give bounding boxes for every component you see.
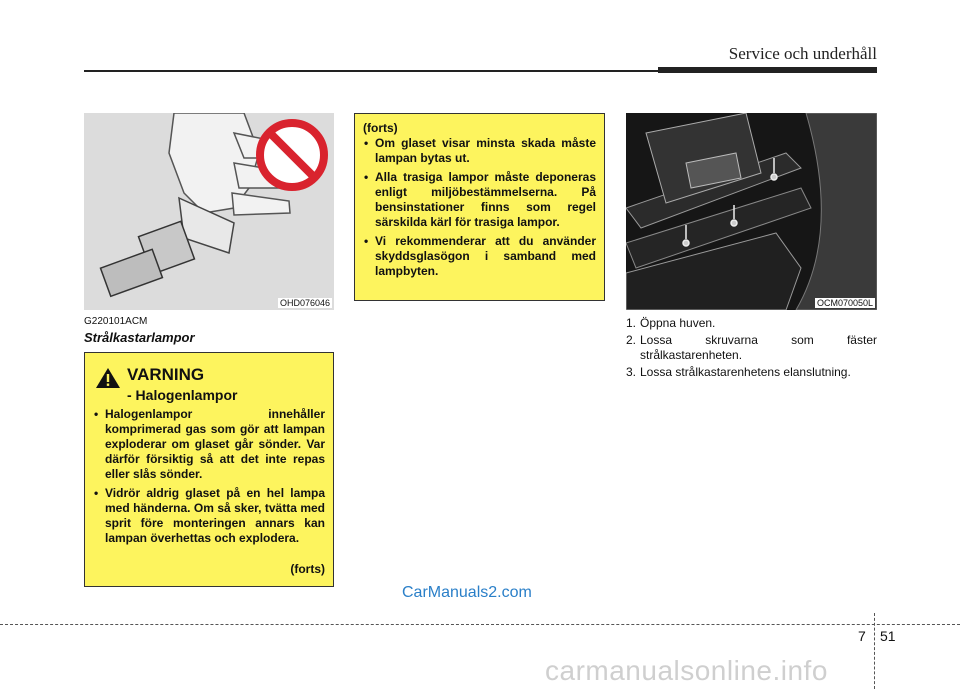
footer-site-watermark: carmanualsonline.info <box>545 655 828 686</box>
page-number: 51 <box>880 628 896 644</box>
footer-dashed-line <box>0 624 960 625</box>
step-number: 3. <box>626 365 637 379</box>
header-rule-thin <box>84 70 658 72</box>
warning-list <box>93 407 325 550</box>
continuation-item: • Alla trasiga lampor måste deponeras enligt miljöbestämmelserna. På bensinstationer finns som regel särskilda kärl för trasiga lampor. <box>363 170 596 230</box>
headlamp-screws-icon <box>626 113 877 310</box>
step-item <box>626 316 877 331</box>
steps-list <box>626 316 877 382</box>
step-number: 2. <box>626 333 637 347</box>
warning-item: • Halogenlampor innehåller komprimerad gas som gör att lampan exploderar om glaset går sönder. Var därför försiktig så att det inte repas eller slås sönder. <box>93 407 325 482</box>
page-header-title: Service och underhåll <box>728 44 877 63</box>
section-title: Strålkastarlampor <box>84 330 195 345</box>
section-code: G220101ACM <box>84 316 148 327</box>
continuation-box <box>354 113 605 301</box>
bulb-figure-label: OHD076046 <box>279 298 330 308</box>
step-text: Öppna huven. <box>640 316 716 330</box>
warning-item: • Vidrör aldrig glaset på en hel lampa med händerna. Om så sker, tvätta med sprit före monteringen annars kan lampan överhettas och explodera. <box>93 486 325 546</box>
chapter-number: 7 <box>858 628 866 644</box>
continuation-heading: (forts) <box>363 121 398 135</box>
footer-vertical-line <box>874 613 875 689</box>
bulb-figure <box>84 113 334 310</box>
warning-title: VARNING <box>127 365 205 384</box>
halogen-bulb-prohibition-icon <box>84 113 334 310</box>
continuation-list <box>363 136 596 283</box>
step-text: Lossa skruvarna som fäster strålkastarenheten. <box>640 333 877 362</box>
watermark-link[interactable]: CarManuals2.com <box>402 584 532 601</box>
warning-continued: (forts) <box>290 562 325 576</box>
continuation-item: • Om glaset visar minsta skada måste lampan bytas ut. <box>363 136 596 166</box>
step-text: Lossa strålkastarenhetens elanslutning. <box>640 365 851 379</box>
step-item <box>626 365 877 380</box>
warning-subtitle: - Halogenlampor <box>127 387 238 403</box>
warning-triangle-icon <box>95 367 121 389</box>
engine-figure-label: OCM070050L <box>816 298 873 308</box>
engine-figure <box>626 113 877 310</box>
header-rule-thick <box>658 67 877 73</box>
step-number: 1. <box>626 316 637 330</box>
warning-box <box>84 352 334 587</box>
step-item <box>626 333 877 363</box>
continuation-item: • Vi rekommenderar att du använder skyddsglasögon i samband med lampbyten. <box>363 234 596 279</box>
